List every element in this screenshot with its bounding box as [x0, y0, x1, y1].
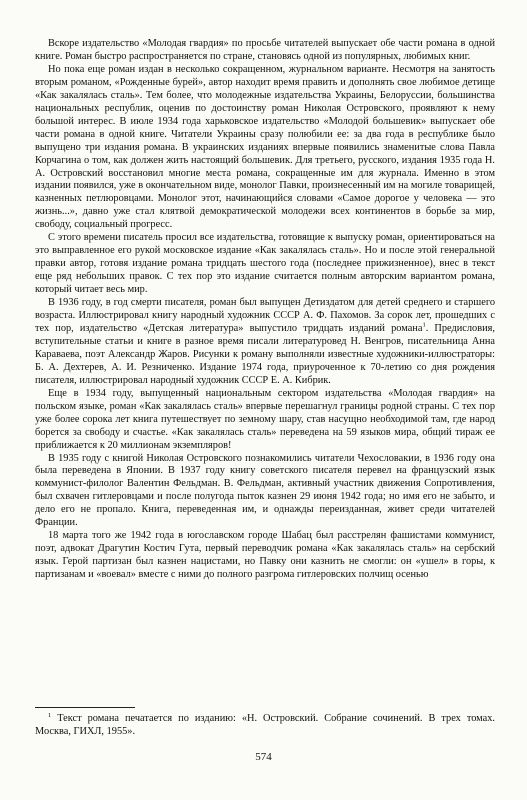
- footnote-reference: 1: [422, 321, 426, 329]
- paragraph-5: Еще в 1934 году, выпущенный национальным сектором издательства «Молодая гвардия» на польском языке, роман «Как закалялась сталь» впервые перешагнул границы родной страны. С тех пор уже более сорока лет книга путешествует по земному шару, став насущно необходимой там, где народ борется за свободу и счастье. «Как закалялась сталь» переведена на 59 языков мира, общий тираж ее приближается к 20 миллионам экземпляров!: [35, 387, 495, 451]
- footnote-divider: [35, 707, 135, 708]
- paragraph-4-text: В 1936 году, в год смерти писателя, роман был выпущен Детиздатом для детей среднего и старшего возраста. Иллюстрировал книгу народный художник СССР А. Ф. Пахомов. За сорок лет, прошедших с тех пор, издательство «Детская литература» выпустило тридцать изданий романа: [35, 297, 495, 334]
- paragraph-1: Вскоре издательство «Молодая гвардия» по просьбе читателей выпускает обе части романа в одной книге. Роман быстро распространяется по стране, становясь одной из популярных, любимых книг.: [35, 38, 495, 62]
- paragraph-2: Но пока еще роман издан в несколько сокращенном, журнальном варианте. Несмотря на занятость вторым романом, «Рожденные бурей», автор находит время править и дополнять свое любимое детище «Как закалялась сталь». Тем более, что молодежные издательства Украины, Белоруссии, большинства национальных республик, оценив по достоинству роман Николая Островского, проявляют к нему большой интерес. В июле 1934 года харьковское издательство «Молодой большевик» выпускает обе части романа в одной книге. Читатели Украины сразу полюбили ее: за два года в республике было выпущено три издания романа. В украинских изданиях впервые появились знаменитые слова Павла Корчагина о том, как должен жить настоящий большевик. Для третьего, русского, издания 1935 года Н. А. Островский восстановил многие места романа, сокращенные им для журнала. Именно в этом издании появился, уже в окончательном виде, монолог Павки, произнесенный им на могиле товарищей, казненных петлюровцами. Монолог этот, начинающийся словами «Самое дорогое у человека — это жизнь...», давно уже стал клятвой демократической молодежи всех континентов в борьбе за мир, свободу, социальный прогресс.: [35, 63, 495, 231]
- paragraph-6: В 1935 году с книгой Николая Островского познакомились читатели Чехословакии, в 1936 году она была переведена в Японии. В 1937 году книгу советского писателя перевел на французский язык коммунист-филолог Валентин Фельдман. В. Фельдман, активный участник движения Сопротивления, был схвачен гитлеровцами и после полугода пыток казнен 29 июня 1942 года; но имя его не забыто, и дело его не пропало. Книга, переведенная им, и однажды переизданная, живет среди читателей Франции.: [35, 452, 495, 529]
- footnote: [35, 712, 495, 738]
- paragraph-3: С этого времени писатель просил все издательства, готовящие к выпуску роман, ориентироваться на это выправленное его рукой московское издание «Как закалялась сталь». Но и после этой генеральной правки автор, готовя издание романа тридцать шестого года (последнее прижизненное), внес в текст еще ряд небольших правок. С тех пор это издание считается полным авторским вариантом романа, который читает весь мир.: [35, 232, 495, 296]
- paragraph-7: 18 марта того же 1942 года в югославском городе Шабац был расстрелян фашистами коммунист, поэт, адвокат Драгутин Костич Гута, первый переводчик романа «Как закалялась сталь» на сербский язык. Герой партизан был казнен нацистами, но Павку они казнить не смогли: он «ушел» в горы, к партизанам и «воевал» вместе с ними до полного разгрома гитлеровских полчищ осенью: [35, 530, 495, 581]
- paragraph-4-tail: . Предисловия, вступительные статьи и книге в разное время писали литературовед Н. Венгров, писательница Анна Караваева, поэт Александр Жаров. Рисунки к роману выполняли известные художники-иллюстраторы: Б. А. Дехтерев, А. И. Резниченко. Издание 1974 года, приуроченное к 70-летию со дня рождения писателя, иллюстрировал народный художник СССР Е. А. Кибрик.: [35, 322, 495, 386]
- footnote-mark: 1: [48, 711, 52, 719]
- main-text: [35, 38, 495, 582]
- footnote-text: Текст романа печатается по изданию: «Н. Островский. Собрание сочинений. В трех томах. Москва, ГИХЛ, 1955».: [35, 713, 495, 737]
- paragraph-4: [35, 297, 495, 388]
- page-number: 574: [255, 751, 272, 763]
